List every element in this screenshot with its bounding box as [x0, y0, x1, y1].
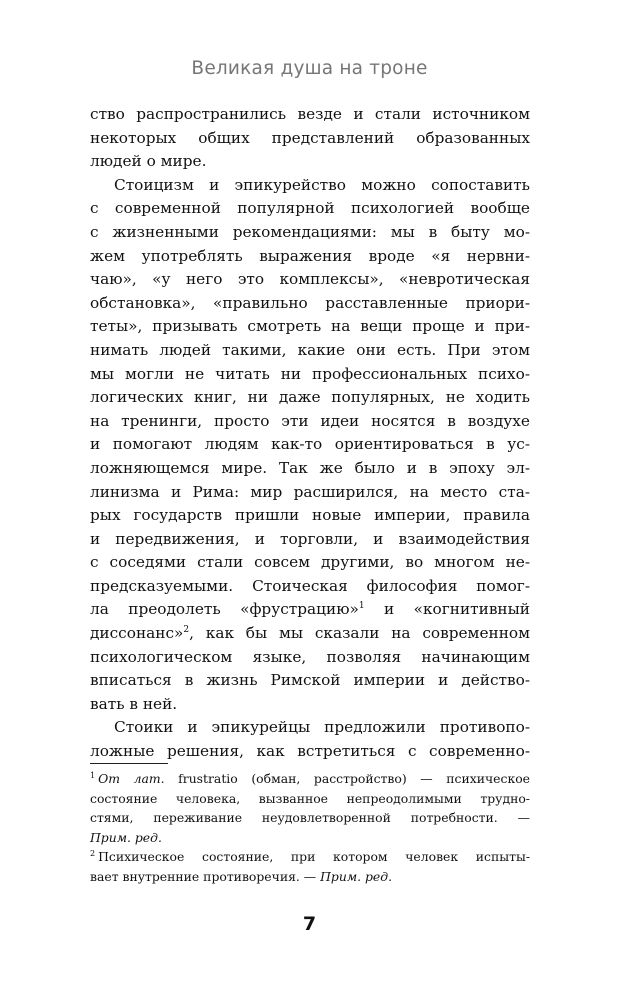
text-line: жем употреблять выражения вроде «я нервни-: [90, 246, 530, 265]
text-fragment: , как бы мы сказали на современном: [189, 624, 530, 643]
text-line: некоторых общих представлений образованных: [90, 128, 530, 147]
text-line: Стоицизм и эпикурейство можно сопоставить: [114, 175, 530, 194]
text-line: вать в ней.: [90, 694, 178, 713]
text-line: ство распространились везде и стали источником: [90, 105, 530, 123]
text-line: чаю», «у него это комплексы», «невротическая: [90, 270, 530, 289]
footnote-1-line: состояние человека, вызванное непреодолимыми трудно-: [90, 790, 530, 806]
text-line: людей о мире.: [90, 152, 207, 171]
footnote-text: Психическое состояние, при котором человек испыты-: [98, 849, 530, 864]
footnote-ref-2: 2: [183, 624, 190, 635]
footnote-1-line: [90, 769, 530, 789]
footnote-text: frustratio (обман, расстройство) — психическое: [164, 771, 530, 786]
running-head-title: Великая душа на троне: [191, 58, 428, 79]
text-line: мы могли не читать ни профессиональных психо-: [90, 364, 530, 383]
footnote-2-line: [90, 847, 530, 867]
footnote-number: 1: [90, 770, 96, 780]
text-line: [90, 598, 530, 622]
footnote-divider: [90, 763, 168, 764]
text-line: Стоики и эпикурейцы предложили противопо-: [114, 718, 530, 737]
footnote-italic: Прим. ред.: [320, 868, 393, 884]
footnote-1-line: [90, 828, 530, 848]
footnote-ref-1: 1: [358, 601, 365, 612]
text-line: с жизненными рекомендациями: мы в быту мо-: [90, 222, 530, 241]
footnote-1-line: стями, переживание неудовлетворенной потребности. —: [90, 810, 530, 825]
text-line: ложняющемся мире. Так же было и в эпоху эл-: [90, 458, 530, 477]
footnote-number: 2: [90, 848, 96, 858]
text-line: с соседями стали совсем другими, во многом не-: [90, 553, 530, 572]
text-line: предсказуемыми. Стоическая философия помог-: [90, 576, 530, 595]
text-line: на тренинги, просто эти идеи носятся в воздухе: [90, 411, 530, 430]
text-fragment: ла преодолеть «фрустрацию»: [90, 600, 359, 619]
text-line: обстановка», «правильно расставленные приори-: [90, 293, 530, 312]
text-line: психологическом языке, позволяя начинающим: [90, 647, 530, 666]
text-line: теты», призывать смотреть на вещи проще и при-: [90, 317, 530, 336]
text-line: с современной популярной психологией вообще: [90, 199, 530, 218]
footnote-italic: От лат.: [98, 771, 165, 786]
text-line: вписаться в жизнь Римской империи и действо-: [90, 671, 530, 690]
footnotes: [90, 769, 530, 886]
text-line: логических книг, ни даже популярных, не ходить: [90, 388, 530, 407]
main-text: [90, 103, 530, 764]
footnote-italic: Прим. ред.: [90, 829, 162, 845]
footnote-2-line: [90, 867, 530, 887]
footnote-text: вает внутренние противоречия. —: [90, 868, 321, 884]
text-line: и помогают людям как-то ориентироваться в ус-: [90, 435, 530, 454]
text-line: [90, 622, 530, 646]
text-fragment: диссонанс»: [90, 624, 184, 643]
text-line: и передвижения, и торговли, и взаимодействия: [90, 529, 530, 548]
text-line: нимать людей такими, какие они есть. При этом: [90, 340, 530, 359]
text-line: линизма и Рима: мир расширился, на место ста-: [90, 482, 530, 501]
text-line: рых государств пришли новые империи, правила: [90, 506, 530, 525]
text-line: ложные решения, как встретиться с современно-: [90, 742, 530, 761]
text-fragment: и «когнитивный: [364, 600, 530, 619]
page-number: 7: [302, 913, 317, 935]
